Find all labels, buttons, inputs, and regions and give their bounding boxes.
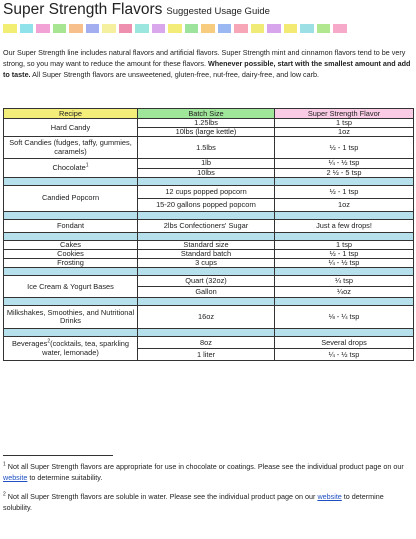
amount-cell: ½ - 1 tsp <box>275 185 414 198</box>
color-swatch <box>333 24 347 33</box>
recipe-cookies: Cookies <box>4 250 138 259</box>
footnote-ref-1: 1 <box>85 162 89 169</box>
batch-cell: 1 liter <box>138 349 275 361</box>
usage-table <box>3 108 414 361</box>
amount-cell: ¼ - ½ tsp <box>275 159 414 168</box>
color-swatch <box>168 24 182 33</box>
separator-row <box>4 177 414 185</box>
footnote-text: Not all Super Strength flavors are appropriate for use in chocolate or coatings. Please see the individual product page on our <box>5 462 404 471</box>
amount-cell: ¼oz <box>275 287 414 298</box>
amount-cell: Just a few drops! <box>275 219 414 232</box>
separator-cell <box>275 268 414 276</box>
batch-cell: 16oz <box>138 306 275 329</box>
header-recipe: Recipe <box>4 109 138 119</box>
color-swatch <box>218 24 232 33</box>
table-row <box>4 337 414 349</box>
recipe-chocolate-label: Chocolate <box>52 163 86 172</box>
separator-cell <box>138 329 275 337</box>
amount-cell: ¼ - ½ tsp <box>275 349 414 361</box>
amount-cell: ⅛ - ¼ tsp <box>275 306 414 329</box>
separator-cell <box>275 298 414 306</box>
footnotes <box>3 455 413 521</box>
recipe-hard-candy: Hard Candy <box>4 119 138 137</box>
color-swatch <box>20 24 34 33</box>
recipe-cakes: Cakes <box>4 240 138 249</box>
amount-cell: ¼ - ½ tsp <box>275 259 414 268</box>
separator-cell <box>138 211 275 219</box>
separator-cell <box>4 211 138 219</box>
recipe-frosting: Frosting <box>4 259 138 268</box>
amount-cell: 1 tsp <box>275 240 414 249</box>
color-swatch <box>152 24 166 33</box>
separator-cell <box>275 211 414 219</box>
website-link[interactable]: website <box>317 492 342 501</box>
header-super-strength: Super Strength Flavor <box>275 109 414 119</box>
recipe-soft-candies: Soft Candies (fudges, taffy, gummies, caramels) <box>4 137 138 159</box>
batch-cell: 2lbs Confectioners' Sugar <box>138 219 275 232</box>
color-swatch-strip <box>3 24 413 33</box>
table-row <box>4 219 414 232</box>
table-row <box>4 306 414 329</box>
batch-cell: Quart (32oz) <box>138 276 275 287</box>
separator-cell <box>138 298 275 306</box>
color-swatch <box>36 24 50 33</box>
batch-cell: 8oz <box>138 337 275 349</box>
page-subtitle: Suggested Usage Guide <box>166 6 270 17</box>
amount-cell: 1oz <box>275 198 414 211</box>
color-swatch <box>267 24 281 33</box>
intro-bold-text: Whenever possible, start with the smallest amount and add to taste. <box>3 58 411 79</box>
footnote-ref-2: 2 <box>47 338 51 345</box>
footnote-number: 2 <box>3 491 6 498</box>
color-swatch <box>69 24 83 33</box>
website-link[interactable]: website <box>3 473 28 482</box>
separator-cell <box>275 329 414 337</box>
separator-cell <box>4 177 138 185</box>
color-swatch <box>284 24 298 33</box>
table-row <box>4 159 414 168</box>
batch-cell: 1lb <box>138 159 275 168</box>
separator-cell <box>138 232 275 240</box>
table-row <box>4 185 414 198</box>
color-swatch <box>317 24 331 33</box>
batch-cell: 15-20 gallons popped popcorn <box>138 198 275 211</box>
batch-cell: 10lbs (large kettle) <box>138 128 275 137</box>
color-swatch <box>251 24 265 33</box>
intro-text: Our Super Strength line includes natural flavors and artificial flavors. Super Strength mint and cinnamon flavors tend to be very strong, so you may want to reduce the amount for these flavors. <box>3 48 406 68</box>
recipe-fondant: Fondant <box>4 219 138 232</box>
color-swatch <box>53 24 67 33</box>
separator-cell <box>4 232 138 240</box>
title-row <box>3 1 413 19</box>
footnote-text: Not all Super Strength flavors are soluble in water. Please see the individual product page on our <box>5 492 318 501</box>
table-row <box>4 137 414 159</box>
footnote-number: 1 <box>3 461 6 468</box>
recipe-milkshakes: Milkshakes, Smoothies, and Nutritional Drinks <box>4 306 138 329</box>
separator-cell <box>275 232 414 240</box>
recipe-ice-cream: Ice Cream & Yogurt Bases <box>4 276 138 298</box>
separator-row <box>4 329 414 337</box>
footnote-2 <box>3 491 413 513</box>
recipe-beverages <box>4 337 138 361</box>
amount-cell: ½ - 1 tsp <box>275 137 414 159</box>
color-swatch <box>234 24 248 33</box>
table-row <box>4 259 414 268</box>
color-swatch <box>3 24 17 33</box>
batch-cell: Standard size <box>138 240 275 249</box>
table-row <box>4 250 414 259</box>
batch-cell: 1.25lbs <box>138 119 275 128</box>
intro-tail-text: All Super Strength flavors are unsweetened, gluten-free, nut-free, dairy-free, and low carb. <box>30 69 320 79</box>
table-row <box>4 276 414 287</box>
separator-cell <box>4 298 138 306</box>
separator-row <box>4 211 414 219</box>
intro-paragraph <box>3 48 413 80</box>
color-swatch <box>135 24 149 33</box>
separator-cell <box>138 177 275 185</box>
footnote-divider <box>3 455 113 456</box>
separator-row <box>4 232 414 240</box>
batch-cell: Standard batch <box>138 250 275 259</box>
table-row <box>4 240 414 249</box>
table-row <box>4 119 414 128</box>
header <box>3 1 413 33</box>
color-swatch <box>86 24 100 33</box>
separator-cell <box>275 177 414 185</box>
batch-cell: 1.5lbs <box>138 137 275 159</box>
amount-cell: ½ - 1 tsp <box>275 250 414 259</box>
recipe-chocolate <box>4 159 138 177</box>
batch-cell: Gallon <box>138 287 275 298</box>
amount-cell: 1oz <box>275 128 414 137</box>
recipe-candied-popcorn: Candied Popcorn <box>4 185 138 211</box>
footnote-1 <box>3 461 413 483</box>
separator-cell <box>138 268 275 276</box>
color-swatch <box>185 24 199 33</box>
amount-cell: 2 ½ - 5 tsp <box>275 168 414 177</box>
amount-cell: 1 tsp <box>275 119 414 128</box>
color-swatch <box>201 24 215 33</box>
color-swatch <box>102 24 116 33</box>
color-swatch <box>119 24 133 33</box>
amount-cell: ¼ tsp <box>275 276 414 287</box>
footnote-tail: to determine suitability. <box>27 473 103 482</box>
color-swatch <box>300 24 314 33</box>
footnote-tail: to determine solubility. <box>3 492 384 512</box>
separator-row <box>4 268 414 276</box>
amount-cell: Several drops <box>275 337 414 349</box>
page-title: Super Strength Flavors <box>3 1 163 18</box>
recipe-beverages-label: Beverages <box>12 339 48 349</box>
separator-cell <box>4 268 138 276</box>
recipe-beverages-detail: (cocktails, tea, sparkling water, lemonade) <box>42 339 129 357</box>
header-batch-size: Batch Size <box>138 109 275 119</box>
separator-cell <box>4 329 138 337</box>
batch-cell: 10lbs <box>138 168 275 177</box>
batch-cell: 12 cups popped popcorn <box>138 185 275 198</box>
table-header-row <box>4 109 414 119</box>
separator-row <box>4 298 414 306</box>
batch-cell: 3 cups <box>138 259 275 268</box>
